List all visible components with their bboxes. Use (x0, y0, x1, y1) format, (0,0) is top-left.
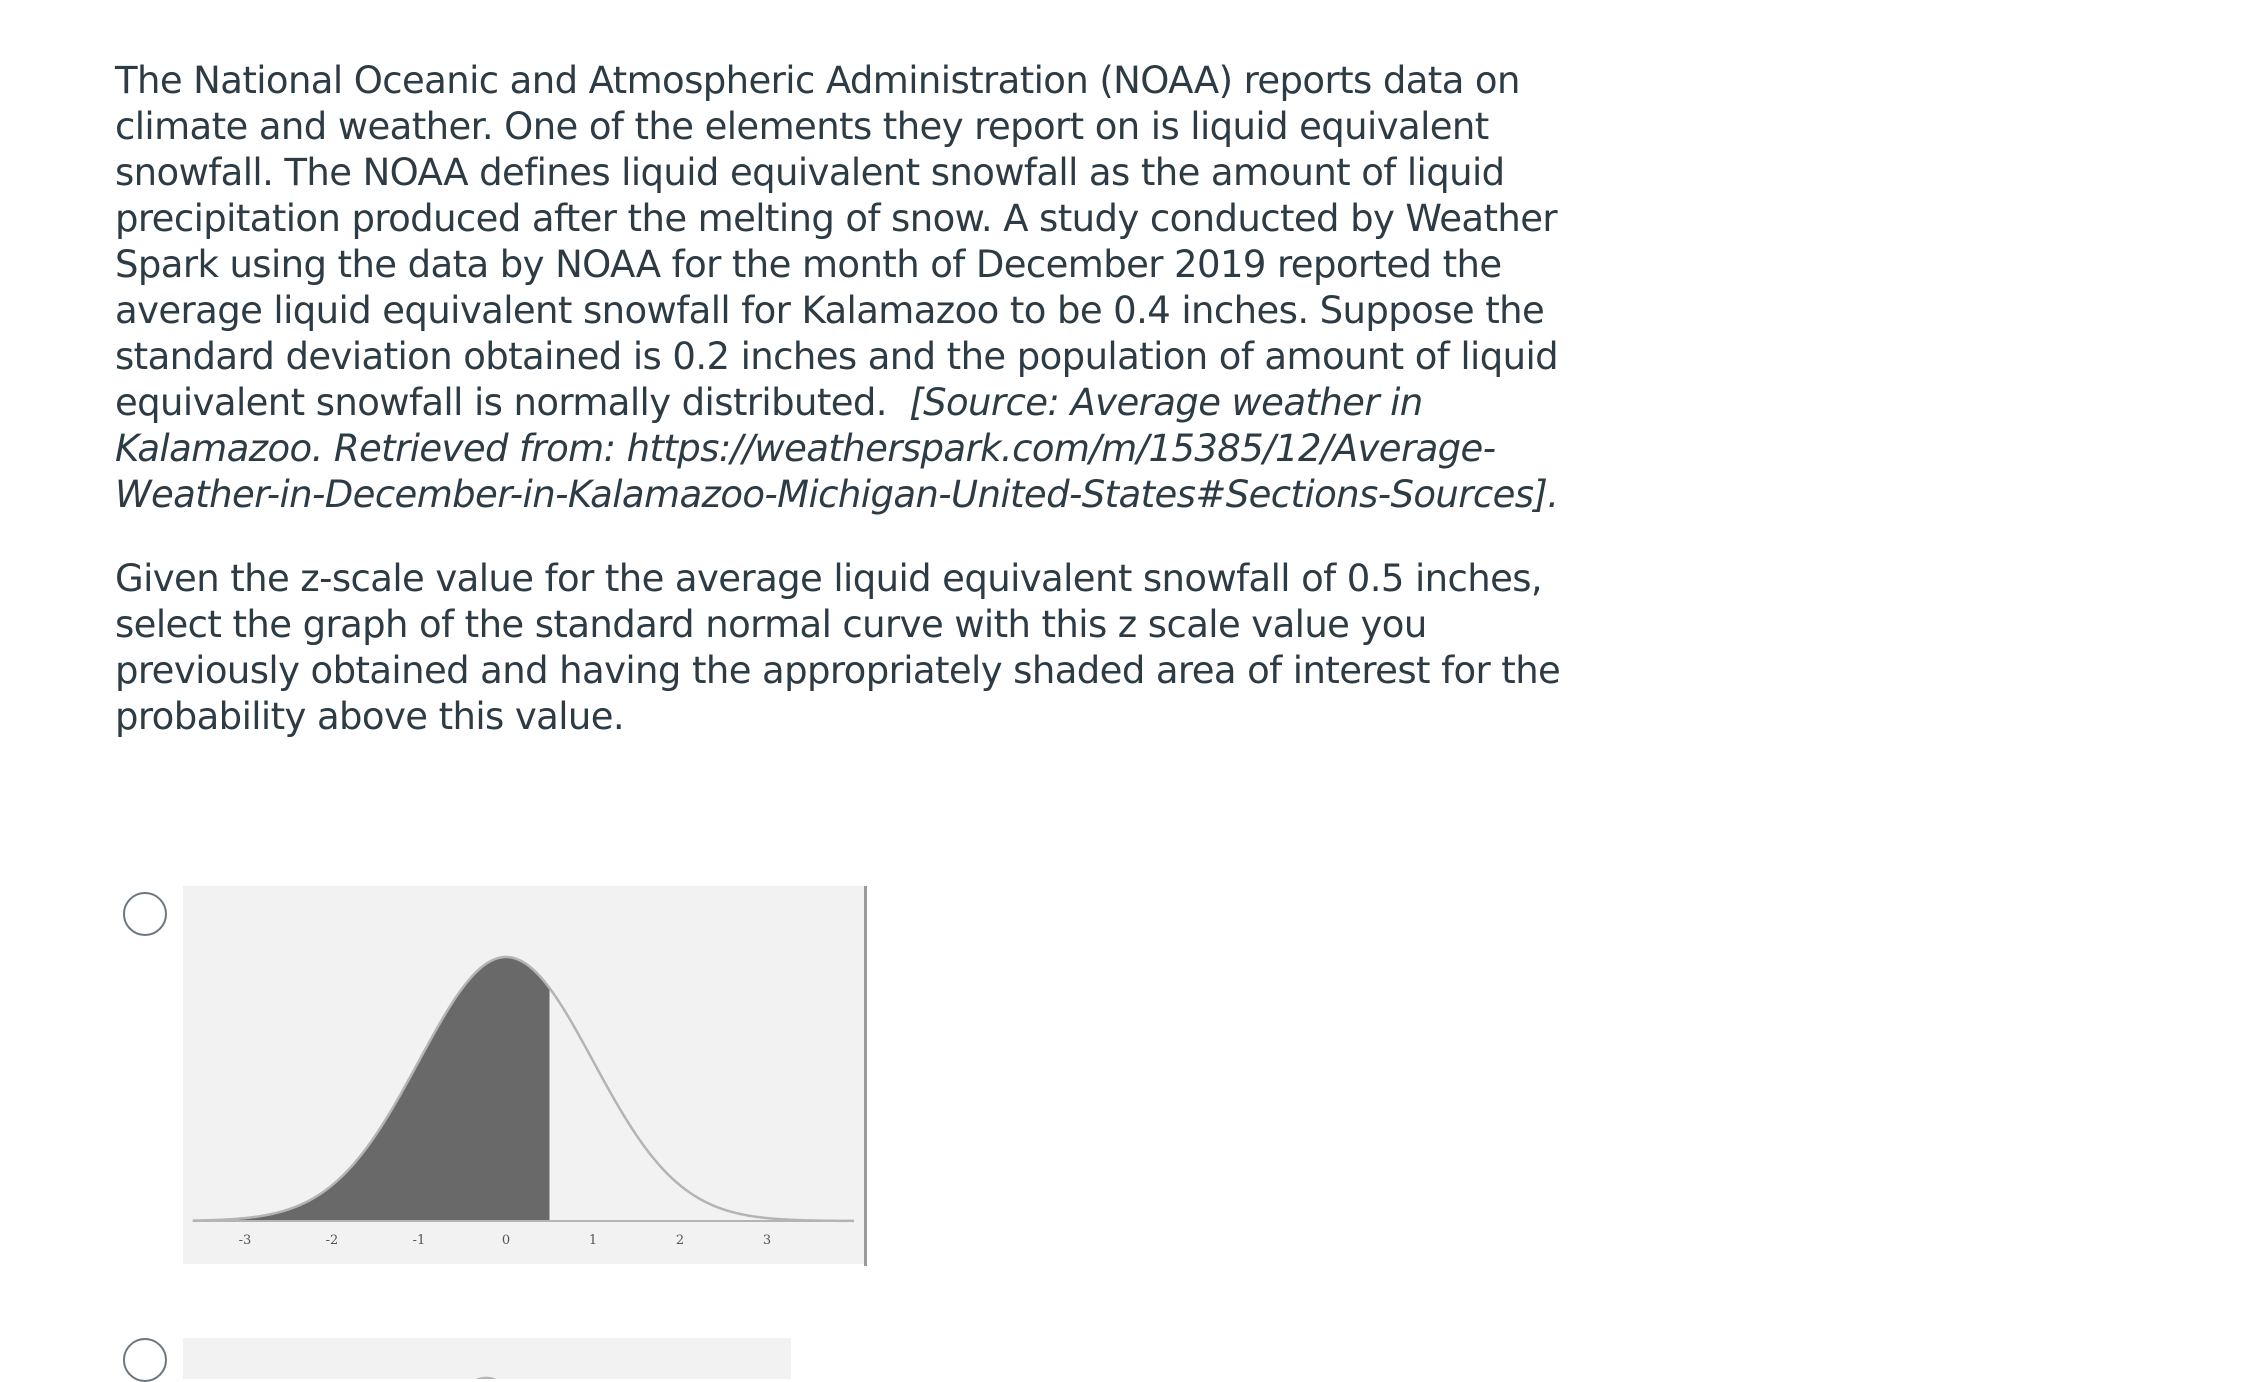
tick-label: 1 (588, 1233, 598, 1248)
tick-label: 2 (675, 1233, 685, 1248)
answer-option-1-graph (183, 886, 865, 1264)
tick-label: -3 (238, 1233, 252, 1248)
tick-label: -2 (325, 1233, 339, 1248)
answer-option-2-radio[interactable] (123, 1338, 167, 1382)
normal-curve-graph-1 (183, 886, 865, 1264)
tick-label: 0 (501, 1233, 511, 1248)
question-text (115, 58, 1595, 740)
question-paragraph-1-text: The National Oceanic and Atmospheric Administration (NOAA) reports data on climate and weather. One of the elements they report on is liquid equivalent snowfall. The NOAA defines liquid equivalent snowfall as the amount of liquid precipitation produced after the melting of snow. A study conducted by Weather Spark using the data by NOAA for the month of December 2019 reported the average liquid equivalent snowfall for Kalamazoo to be 0.4 inches. Suppose the standard deviation obtained is 0.2 inches and the population of amount of liquid equivalent snowfall is normally distributed. (115, 59, 1559, 424)
source-citation: [Source: Average weather in Kalamazoo. Retrieved from: https://weatherspark.com/m/15385/12/Average-Weather-in-December-in-Kalamazoo-Michigan-United-States#Sections-Sources]. (115, 381, 1559, 516)
question-paragraph-1 (115, 58, 1595, 518)
graph-right-border (864, 886, 867, 1266)
question-paragraph-2: Given the z-scale value for the average liquid equivalent snowfall of 0.5 inches, select the graph of the standard normal curve with this z scale value you previously obtained and having the appropriately shaded area of interest for the probability above this value. (115, 557, 1561, 738)
tick-label: 3 (762, 1233, 772, 1248)
normal-curve-graph-2 (183, 1338, 791, 1379)
answer-option-1-radio[interactable] (123, 892, 167, 936)
tick-label: -1 (412, 1233, 426, 1248)
answer-option-2-graph (183, 1338, 791, 1379)
shaded-area (193, 957, 550, 1221)
answer-option-1[interactable] (0, 886, 900, 1276)
answer-option-2[interactable] (0, 1338, 900, 1379)
